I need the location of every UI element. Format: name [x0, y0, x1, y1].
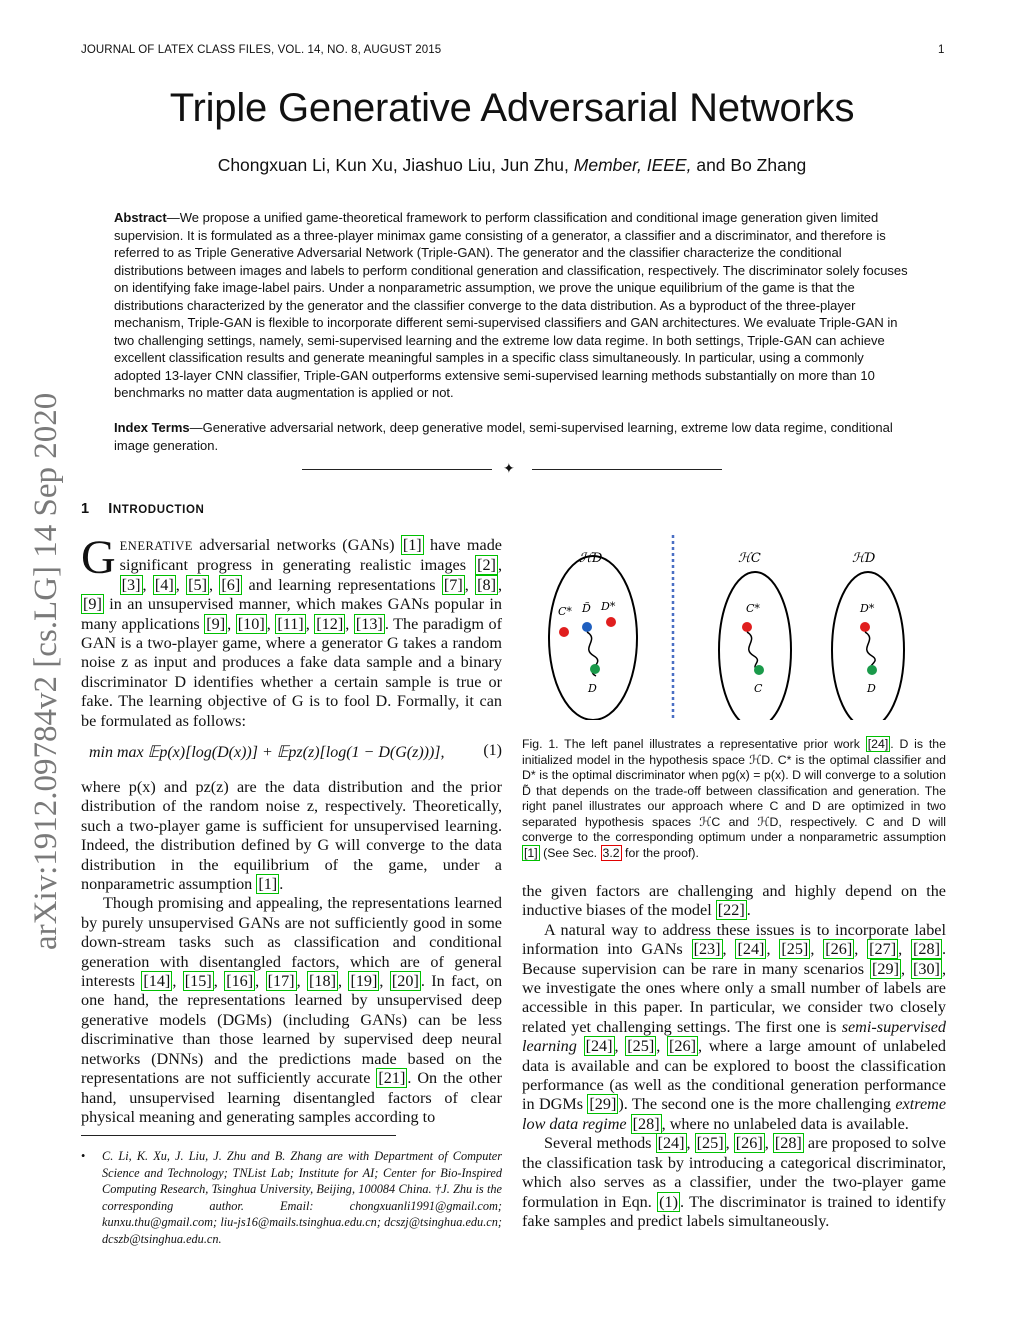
- citation-link[interactable]: [4]: [154, 575, 174, 594]
- equation-1: [81, 738, 502, 768]
- d-star-label: D*: [860, 602, 875, 615]
- convergence-path: [747, 632, 759, 670]
- author-membership: Member, IEEE,: [573, 155, 692, 175]
- page-number: 1: [938, 44, 945, 56]
- citation-link[interactable]: [28]: [913, 940, 940, 959]
- citation-link[interactable]: [11]: [277, 614, 304, 633]
- convergence-path: [865, 632, 875, 670]
- body-text: are proposed to solve the classification task by introducing a categorical discriminator, which also serves as a classifier, under the two-player game formulation in Eqn.: [522, 1134, 946, 1211]
- intro-text: and learning representations: [242, 575, 442, 594]
- section-heading: [81, 501, 204, 517]
- citation-link[interactable]: [5]: [188, 575, 208, 594]
- body-text: [577, 1037, 584, 1055]
- hypothesis-ellipse: [549, 556, 637, 720]
- citation-link[interactable]: [29]: [872, 959, 899, 978]
- citation-link[interactable]: [1]: [258, 875, 278, 894]
- citation-link[interactable]: [12]: [316, 614, 344, 633]
- citation-link[interactable]: [8]: [477, 575, 496, 594]
- citation-link[interactable]: [27]: [869, 940, 897, 959]
- body-text: , where no unlabeled data is available.: [661, 1114, 909, 1133]
- intro-paragraphs-2-3: [81, 778, 502, 1127]
- emphasis-text: semi-supervised learning: [522, 1017, 946, 1056]
- abstract-text: —We propose a unified game-theoretical framework to perform classification and conditional image generation given limited supervision. It is formulated as a three-player minimax game consisting of a generator, a classifier and a discriminator, and therefore is referred to as Triple Generative Adversarial Network (Triple-GAN). The generator and the classifier characterize the conditional distributions between images and labels to perform conditional generation and classification, respectively. The discriminator solely focuses on identifying fake image-label pairs. Under a nonparametric assumption, we prove the unique equilibrium of the game is that the distributions characterized by the generator and the classifier converge to the data distribution. As a byproduct of the three-player mechanism, Triple-GAN is flexible to incorporate different semi-supervised classifiers and GAN architectures. We evaluate Triple-GAN in two challenging settings, namely, semi-supervised learning and the extreme low data regime. In both settings, Triple-GAN can achieve excellent classification results and generate meaningful samples in a specific class simultaneously. In particular, using a commonly adopted 13-layer CNN classifier, Triple-GAN outperforms extensive semi-supervised learning methods substantially on more than 10 benchmarks no matter data augmentation is applied or not.: [114, 210, 908, 400]
- intro-smallcaps: ENERATIVE: [119, 539, 193, 553]
- c-point: [754, 665, 764, 675]
- index-terms-text: —Generative adversarial network, deep generative model, semi-supervised learning, extreme low data regime, conditional image generation.: [114, 420, 893, 453]
- citation-link[interactable]: [20]: [391, 972, 419, 991]
- citation-link[interactable]: [9]: [206, 614, 226, 633]
- body-text: the given factors are challenging and highly depend on the inductive biases of the model: [522, 882, 946, 920]
- caption-text: for the proof).: [621, 845, 699, 860]
- body-text: . The discriminator is trained to identify fake samples and predict labels simultaneously.: [522, 1192, 947, 1230]
- equation-number: (1): [483, 742, 502, 759]
- citation-link[interactable]: [26]: [825, 940, 853, 959]
- intro-text: adversarial networks (GANs): [192, 536, 401, 554]
- intro-paragraph-2: [81, 778, 502, 894]
- citation-link[interactable]: [24]: [737, 940, 765, 959]
- intro-text: . In fact, on one hand, the representations learned by unsupervised deep generative models (DGMs) (including GANs) can be less discriminative than those learned by supervised deep neural networks (DNNs) and the predictions made based on the representations are not sufficiently accurate: [81, 972, 503, 1088]
- section-initial: I: [108, 501, 113, 517]
- drop-cap: G: [81, 531, 116, 584]
- citation-link[interactable]: [10]: [237, 614, 265, 633]
- body-text: Several methods: [544, 1134, 656, 1153]
- body-text: , where a large amount of unlabeled data is available and can be explored to boost the classification performance (as well as the conditional generation performance in DGMs: [522, 1037, 946, 1114]
- emphasis-text: extreme low data regime: [522, 1095, 946, 1133]
- citation-link[interactable]: [14]: [143, 972, 171, 991]
- d-label: D: [867, 682, 876, 695]
- hypothesis-space-label: ℋC: [738, 551, 761, 566]
- section-title-rest: NTRODUCTION: [112, 504, 205, 516]
- hypothesis-space-label: ℋD: [852, 551, 876, 566]
- equation-link[interactable]: (1): [659, 1192, 679, 1211]
- right-paragraph-2: A natural way to address these issues is to incorporate label information into GANs [23] , [24] , [25] , [26] , [27] , [28] . Because supervision can be rare in many scenarios [29] , [30] , we investigate the ones where only a small number of labels are accessible in this paper. In particular, we consider two closely related yet challenging settings. The first one is semi-supervised learning [24] , [25] , [26] , where a large amount of unlabeled data is available and can be explored to boost the classification performance (as well as the conditional generation performance in DGMs [29] ). The second one is the more challenging extreme low data regime [28] , where no unlabeled data is available.: [522, 920, 947, 1133]
- citation-link[interactable]: [18]: [309, 972, 336, 991]
- d-star-point: [860, 622, 870, 632]
- citation-link[interactable]: [25]: [627, 1037, 655, 1056]
- citation-link[interactable]: [24]: [657, 1134, 685, 1153]
- equation-body: min max 𝔼p(x)[log(D(x))] + 𝔼pz(z)[log(1 − D(G(z)))],: [89, 744, 445, 761]
- author-last: and Bo Zhang: [696, 155, 807, 175]
- citation-link[interactable]: [3]: [121, 575, 141, 594]
- citation-link[interactable]: [19]: [350, 972, 378, 991]
- d-tilde-point: [582, 622, 592, 632]
- citation-link[interactable]: [29]: [589, 1095, 617, 1114]
- citation-link[interactable]: [1]: [402, 536, 422, 554]
- body-text: .: [746, 901, 751, 920]
- intro-text: Though promising and appealing, the representations learned by purely unsupervised GANs are not sufficiently good in some down-stream tasks such as classification and conditional generation with disentangled factors, which are of general interests: [81, 894, 502, 991]
- intro-text: in an unsupervised manner, which makes GANs popular in many applications: [81, 595, 502, 633]
- footnote-text: C. Li, K. Xu, J. Liu, J. Zhu and B. Zhang are with Department of Computer Science and Technology; TNList Lab; Institute for AI; Center for Bio-Inspired Computing Research, Tsinghua University, Beijing, 100084 China. †J. Zhu is the corresponding author. Email: chongxuanli1991@gmail.com; kunxu.thu@gmail.com; liu-js16@mails.tsinghua.edu.cn; dcszj@tsinghua.edu.cn; dcszb@tsinghua.edu.cn.: [102, 1149, 502, 1246]
- d-star-point: [606, 617, 616, 627]
- abstract: [114, 209, 911, 402]
- footnote-bullet: •: [81, 1149, 86, 1163]
- intro-text: . On the other hand, unsupervised learning disentangled factors of clear physical meaning and generating samples according to: [81, 1069, 502, 1126]
- intro-text: . The paradigm of GAN is a two-player game, where a generator G takes a random noise z as input and produces a fake data sample and a binary discriminator D identifies whether a certain sample is true or fake. The learning objective of G is to fool D. Formally, it can be formulated as follows:: [81, 614, 502, 730]
- d-tilde-label: D̃: [582, 602, 591, 615]
- caption-text: Fig. 1. The left panel illustrates a representative prior work: [522, 737, 866, 751]
- citation-link[interactable]: [13]: [355, 614, 383, 633]
- citation-link[interactable]: [17]: [267, 972, 295, 991]
- caption-text: (See Sec.: [539, 845, 601, 860]
- figure-caption: [522, 737, 946, 861]
- section-link[interactable]: 3.2: [602, 845, 620, 860]
- caption-text: . D is the initialized model in the hypothesis space ℋD. C* is the optimal classifier and D* is the optimal discriminator when pg(x) = p(x). D will converge to a solution D̃ that depends on the trade-off between classification and generation. The right panel illustrates our approach where C and D are optimized in two separated hypothesis spaces ℋC and ℋD, respectively. C and D will converge to the corresponding optimum under a nonparametric assumption: [522, 737, 946, 844]
- paper-title: Triple Generative Adversarial Networks: [169, 86, 855, 130]
- citation-link[interactable]: [1]: [524, 845, 538, 860]
- intro-paragraph-1: GENERATIVE adversarial networks (GANs) [1] have made significant progress in generating realistic images [2] , [3] , [4] , [5] , [6] and learning representations [7] , [8] , [9] in an unsupervised manner, which makes GANs popular in many applications [9] , [10] , [11] , [12] , [13] . The paradigm of GAN is a two-player game, where a generator G takes a random noise z as input and produces a fake data sample and a binary discriminator D identifies whether a certain sample is true or fake. The learning objective of G is to fool D. Formally, it can be formulated as follows:: [81, 531, 503, 730]
- author-line: [0, 155, 1024, 176]
- hypothesis-ellipse: [719, 572, 791, 720]
- body-text: ). The second one is the more challenging: [618, 1095, 896, 1114]
- arxiv-stamp: arXiv:1912.09784v2 [cs.LG] 14 Sep 2020: [28, 392, 64, 950]
- citation-link[interactable]: [25]: [696, 1134, 724, 1153]
- citation-link[interactable]: [26]: [735, 1134, 763, 1153]
- running-head: JOURNAL OF LATEX CLASS FILES, VOL. 14, NO. 8, AUGUST 2015: [81, 44, 442, 56]
- section-number: 1: [81, 501, 90, 517]
- hypothesis-space-label: ℋD: [579, 551, 603, 566]
- d-point: [590, 664, 600, 674]
- right-column-text: [522, 882, 946, 1231]
- citation-link[interactable]: [21]: [378, 1069, 406, 1088]
- citation-link[interactable]: [25]: [781, 940, 809, 959]
- body-text: . Because supervision can be rare in many scenarios: [522, 940, 947, 978]
- intro-paragraph-3: Though promising and appealing, the representations learned by purely unsupervised GANs are not sufficiently good in some down-stream tasks such as classification and conditional generation with disentangled factors, which are of general interests [14] , [15] , [16] , [17] , [18] , [19] , [20] . In fact, on one hand, the representations learned by unsupervised deep generative models (DGMs) (including GANs) can be less discriminative than those learned by supervised deep neural networks (DNNs) and the predictions made based on the representations are not sufficiently accurate [21] . On the other hand, unsupervised learning disentangled factors of clear physical meaning and generating samples according to: [81, 894, 503, 1126]
- abstract-label: Abstract: [114, 210, 167, 225]
- right-paragraph-1: [522, 882, 946, 921]
- divider-line-right: [532, 469, 722, 470]
- intro-text: .: [279, 875, 284, 894]
- d-star-label: D*: [601, 600, 616, 613]
- citation-link[interactable]: [30]: [912, 959, 940, 978]
- author-names: Chongxuan Li, Kun Xu, Jiashuo Liu, Jun Zhu,: [217, 155, 569, 175]
- citation-link[interactable]: [26]: [669, 1037, 696, 1056]
- section-divider: [302, 461, 722, 477]
- citation-link[interactable]: [7]: [443, 575, 463, 594]
- citation-link[interactable]: [28]: [632, 1114, 660, 1133]
- body-text: , we investigate the ones where only a small number of labels are accessible in this paper. In particular, we consider two closely related yet challenging settings. The first one is: [522, 959, 946, 1036]
- footnote-rule: [81, 1135, 396, 1136]
- citation-link[interactable]: [9]: [83, 595, 102, 614]
- intro-text: where p(x) and pz(z) are the data distribution and the prior distribution of the random noise z, respectively. Theoretically, such a two-player game is sufficient for unsupervised learning. Indeed, the distribution defined by G will converge to the data distribution in the equilibrium of the game, under a nonparametric assumption: [81, 778, 502, 894]
- intro-text: have made significant progress in generating realistic images: [119, 536, 502, 575]
- citation-link[interactable]: [22]: [717, 901, 745, 920]
- author-footnote: [81, 1148, 502, 1248]
- c-star-point: [559, 627, 569, 637]
- right-paragraph-3: Several methods [24] , [25] , [26] , [28] are proposed to solve the classification task by introducing a categorical discriminator, which also serves as a classifier, under the two-player game formulation in Eqn. (1) . The discriminator is trained to identify fake samples and predict labels simultaneously.: [522, 1134, 947, 1230]
- citation-link[interactable]: [24]: [585, 1037, 613, 1056]
- index-terms-label: Index Terms: [114, 420, 190, 435]
- c-label: C: [754, 682, 763, 695]
- c-star-label: C*: [746, 602, 760, 615]
- divider-diamond-icon: ✦: [503, 461, 515, 477]
- citation-link[interactable]: [6]: [221, 575, 241, 594]
- divider-line-left: [302, 469, 492, 470]
- citation-link[interactable]: [24]: [867, 737, 889, 751]
- citation-link[interactable]: [15]: [184, 972, 212, 991]
- citation-link[interactable]: [28]: [774, 1134, 802, 1153]
- figure-1: [522, 530, 946, 720]
- body-text: A natural way to address these issues is to incorporate label information into GANs: [522, 920, 946, 959]
- citation-link[interactable]: [23]: [693, 940, 721, 959]
- c-star-label: C*: [558, 605, 572, 618]
- d-point: [867, 665, 877, 675]
- index-terms: [114, 419, 911, 454]
- citation-link[interactable]: [2]: [477, 556, 496, 575]
- citation-link[interactable]: [16]: [226, 972, 254, 991]
- c-star-point: [742, 622, 752, 632]
- d-label: D: [588, 682, 597, 695]
